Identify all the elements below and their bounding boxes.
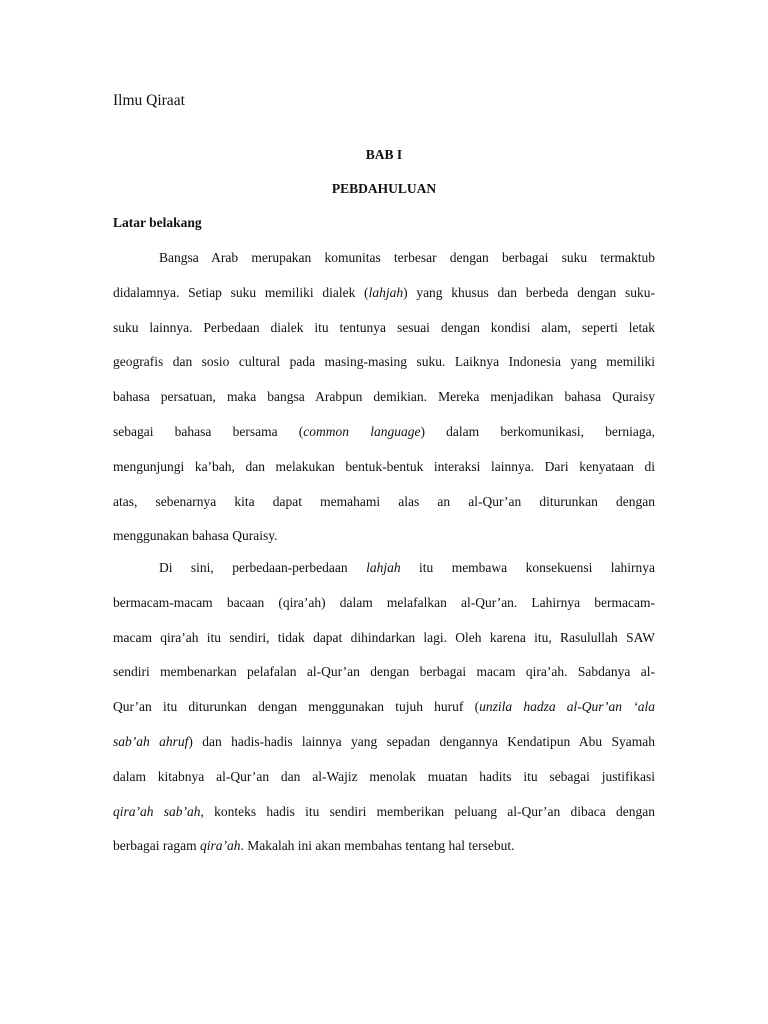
text-segment: itu membawa konsekuensi lahirnya [400,560,655,575]
paragraph-line [113,241,655,276]
text-segment: . Makalah ini akan membahas tentang hal tersebut. [240,838,515,854]
text-segment: sebagai bahasa bersama ( [113,423,304,439]
paragraph-line [113,450,655,485]
paragraph-line [113,551,655,586]
chapter-heading: BAB I [365,147,403,162]
text-segment: didalamnya. Setiap suku memiliki dialek ( [113,284,369,300]
italic-text: lahjah [368,284,404,300]
paragraph-line [113,276,655,311]
text-segment: sendiri membenarkan pelafalan al-Qur’an dengan berbagai macam qira’ah. Sabdanya al- [113,664,655,680]
paragraph-line [113,760,655,795]
text-segment: berbagai ragam [113,838,200,854]
paragraph-1 [113,241,655,554]
paragraph-line [113,829,655,864]
text-segment: menggunakan bahasa Quraisy. [113,528,278,544]
paragraph-line [113,380,655,415]
italic-text: unzila hadza al-Qur’an ‘ala [479,699,655,715]
text-segment: macam qira’ah itu sendiri, tidak dapat dihindarkan lagi. Oleh karena itu, Rasulullah SAW [113,629,655,645]
paragraph-line [113,519,655,554]
section-heading: PEBDAHULUAN [331,181,437,196]
italic-text: qira’ah [199,838,241,854]
paragraph-line [113,621,655,656]
text-segment: ) yang khusus dan berbeda dengan suku- [403,284,655,300]
italic-text: sab’ah ahruf [113,733,189,749]
document-title: Ilmu Qiraat [113,92,185,109]
paragraph-line [113,655,655,690]
paragraph-line [113,415,655,450]
text-segment: suku lainnya. Perbedaan dialek itu tentunya sesuai dengan kondisi alam, seperti letak [113,319,655,335]
paragraph-line [113,725,655,760]
paragraph-line [113,345,655,380]
paragraph-line [113,485,655,520]
text-segment: atas, sebenarnya kita dapat memahami alas an al-Qur’an diturunkan dengan [113,493,655,509]
text-segment: ) dalam berkomunikasi, berniaga, [420,423,655,439]
paragraph-line [113,690,655,725]
text-segment: Bangsa Arab merupakan komunitas terbesar dengan berbagai suku termaktub [159,250,655,265]
text-segment: dalam kitabnya al-Qur’an dan al-Wajiz menolak muatan hadits itu sebagai justifikasi [113,768,655,784]
text-segment: mengunjungi ka’bah, dan melakukan bentuk-bentuk interaksi lainnya. Dari kenyataan di [113,458,655,474]
text-segment: bermacam-macam bacaan (qira’ah) dalam melafalkan al-Qur’an. Lahirnya bermacam- [113,594,655,610]
italic-text: qira’ah sab’ah [113,803,201,819]
paragraph-line [113,311,655,346]
text-segment: Qur’an itu diturunkan dengan menggunakan tujuh huruf ( [113,699,480,715]
text-segment: , konteks hadis itu sendiri memberikan peluang al-Qur’an dibaca dengan [200,803,655,819]
text-segment: geografis dan sosio cultural pada masing-masing suku. Laiknya Indonesia yang memiliki [113,354,655,370]
paragraph-line [113,795,655,830]
subsection-heading: Latar belakang [113,215,202,230]
paragraph-line [113,586,655,621]
text-segment: ) dan hadis-hadis lainnya yang sepadan dengannya Kendatipun Abu Syamah [188,733,655,749]
text-segment: bahasa persatuan, maka bangsa Arabpun demikian. Mereka menjadikan bahasa Quraisy [113,389,655,405]
text-segment: Di sini, perbedaan-perbedaan [159,560,367,575]
italic-text: common language [303,423,421,439]
paragraph-2 [113,551,655,864]
italic-text: lahjah [366,560,401,575]
